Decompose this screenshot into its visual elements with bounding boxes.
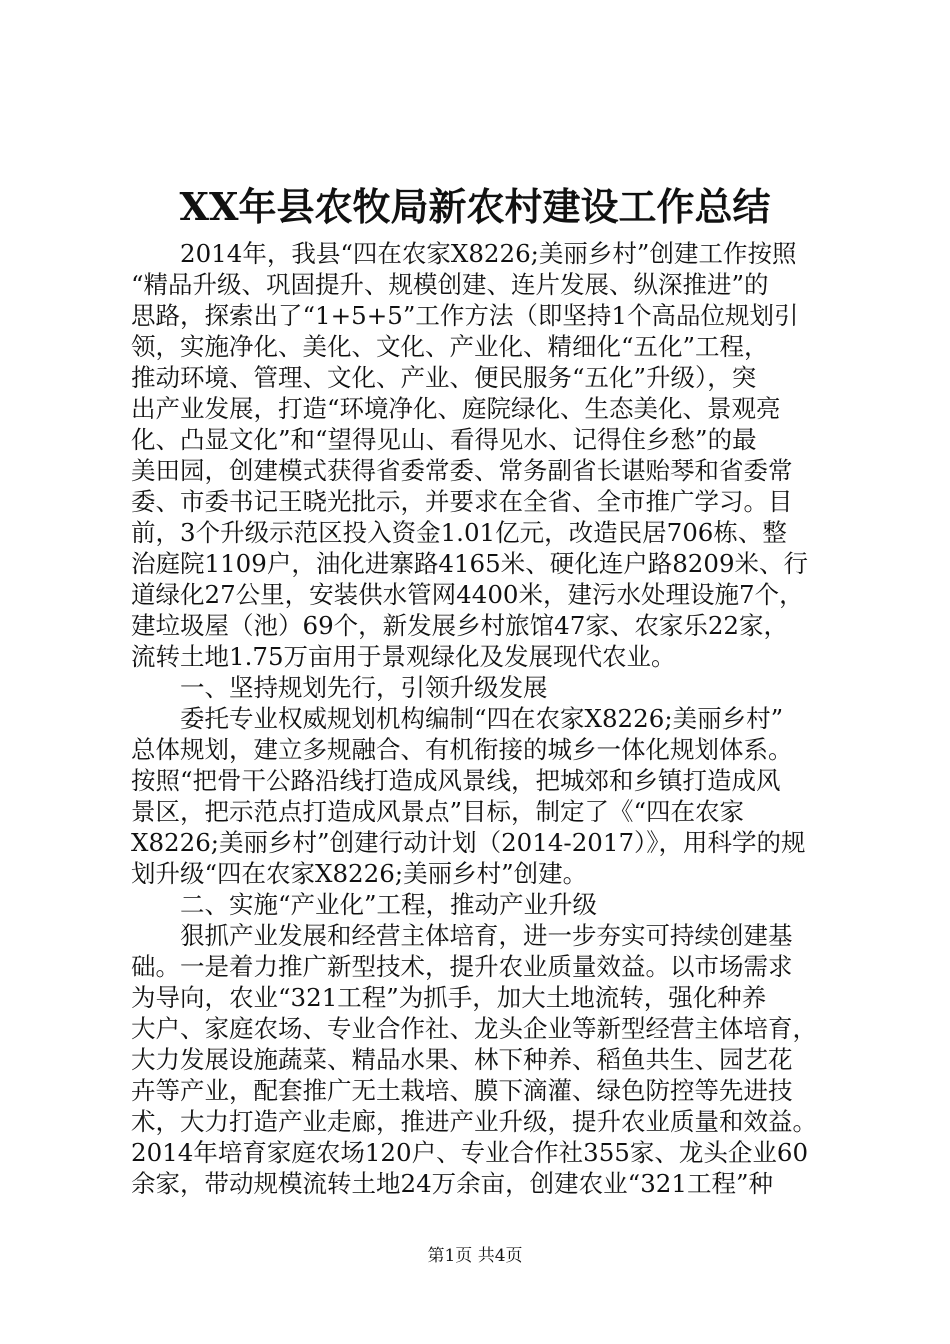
document-body [131,238,831,1199]
body-line: 建垃圾屋（池）69个，新发展乡村旅馆47家、农家乐22家， [131,611,789,640]
body-line: 前，3个升级示范区投入资金1.01亿元，改造民居706栋、整 [131,518,787,547]
body-line: 流转土地1.75万亩用于景观绿化及发展现代农业。 [131,642,676,671]
section-heading-2: 二、实施“产业化”工程，推动产业升级 [131,890,598,919]
section-heading-1: 一、坚持规划先行，引领升级发展 [131,673,548,702]
body-line: 思路，探索出了“1+5+5”工作方法（即坚持1个高品位规划引 [131,301,799,330]
body-line: 道绿化27公里，安装供水管网4400米，建污水处理设施7个， [131,580,804,609]
body-line: 化、凸显文化”和“望得见山、看得见水、记得住乡愁”的最 [131,425,757,454]
body-line: 按照“把骨干公路沿线打造成风景线，把城郊和乡镇打造成风 [131,766,781,795]
body-line: 治庭院1109户，油化进寨路4165米、硬化连户路8209米、行 [131,549,809,578]
body-line: X8226;美丽乡村”创建行动计划（2014-2017）》，用科学的规 [131,828,806,857]
body-line: 础。一是着力推广新型技术，提升农业质量效益。以市场需求 [131,952,793,981]
body-line: 大力发展设施蔬菜、精品水果、林下种养、稻鱼共生、园艺花 [131,1045,793,1074]
page-number: 第1页 共4页 [427,1246,523,1266]
body-line: 为导向，农业“321工程”为抓手，加大土地流转，强化种养 [131,983,767,1012]
body-line: 2014年，我县“四在农家X8226;美丽乡村”创建工作按照 [131,239,797,268]
document-title: XX年县农牧局新农村建设工作总结 [179,184,771,229]
body-line: 景区，把示范点打造成风景点”目标，制定了《“四在农家 [131,797,745,826]
body-line: 术，大力打造产业走廊，推进产业升级，提升农业质量和效益。 [131,1107,817,1136]
body-line: 余家，带动规模流转土地24万余亩，创建农业“321工程”种 [131,1169,773,1198]
body-line: 总体规划，建立多规融合、有机衔接的城乡一体化规划体系。 [131,735,793,764]
body-line: 推动环境、管理、文化、产业、便民服务“五化”升级），突 [131,363,757,392]
body-line: 划升级“四在农家X8226;美丽乡村”创建。 [131,859,588,888]
body-line: “精品升级、巩固提升、规模创建、连片发展、纵深推进”的 [131,270,769,299]
body-line: 委、市委书记王晓光批示，并要求在全省、全市推广学习。目 [131,487,793,516]
body-line: 卉等产业，配套推广无土栽培、膜下滴灌、绿色防控等先进技 [131,1076,793,1105]
body-line: 出产业发展，打造“环境净化、庭院绿化、生态美化、景观亮 [131,394,781,423]
body-line: 美田园，创建模式获得省委常委、常务副省长谌贻琴和省委常 [131,456,793,485]
body-line: 委托专业权威规划机构编制“四在农家X8226;美丽乡村” [131,704,784,733]
body-line: 大户、家庭农场、专业合作社、龙头企业等新型经营主体培育， [131,1014,817,1043]
body-line: 领，实施净化、美化、文化、产业化、精细化“五化”工程， [131,332,769,361]
body-line: 2014年培育家庭农场120户、专业合作社355家、龙头企业60 [131,1138,809,1167]
body-line: 狠抓产业发展和经营主体培育，进一步夯实可持续创建基 [131,921,793,950]
